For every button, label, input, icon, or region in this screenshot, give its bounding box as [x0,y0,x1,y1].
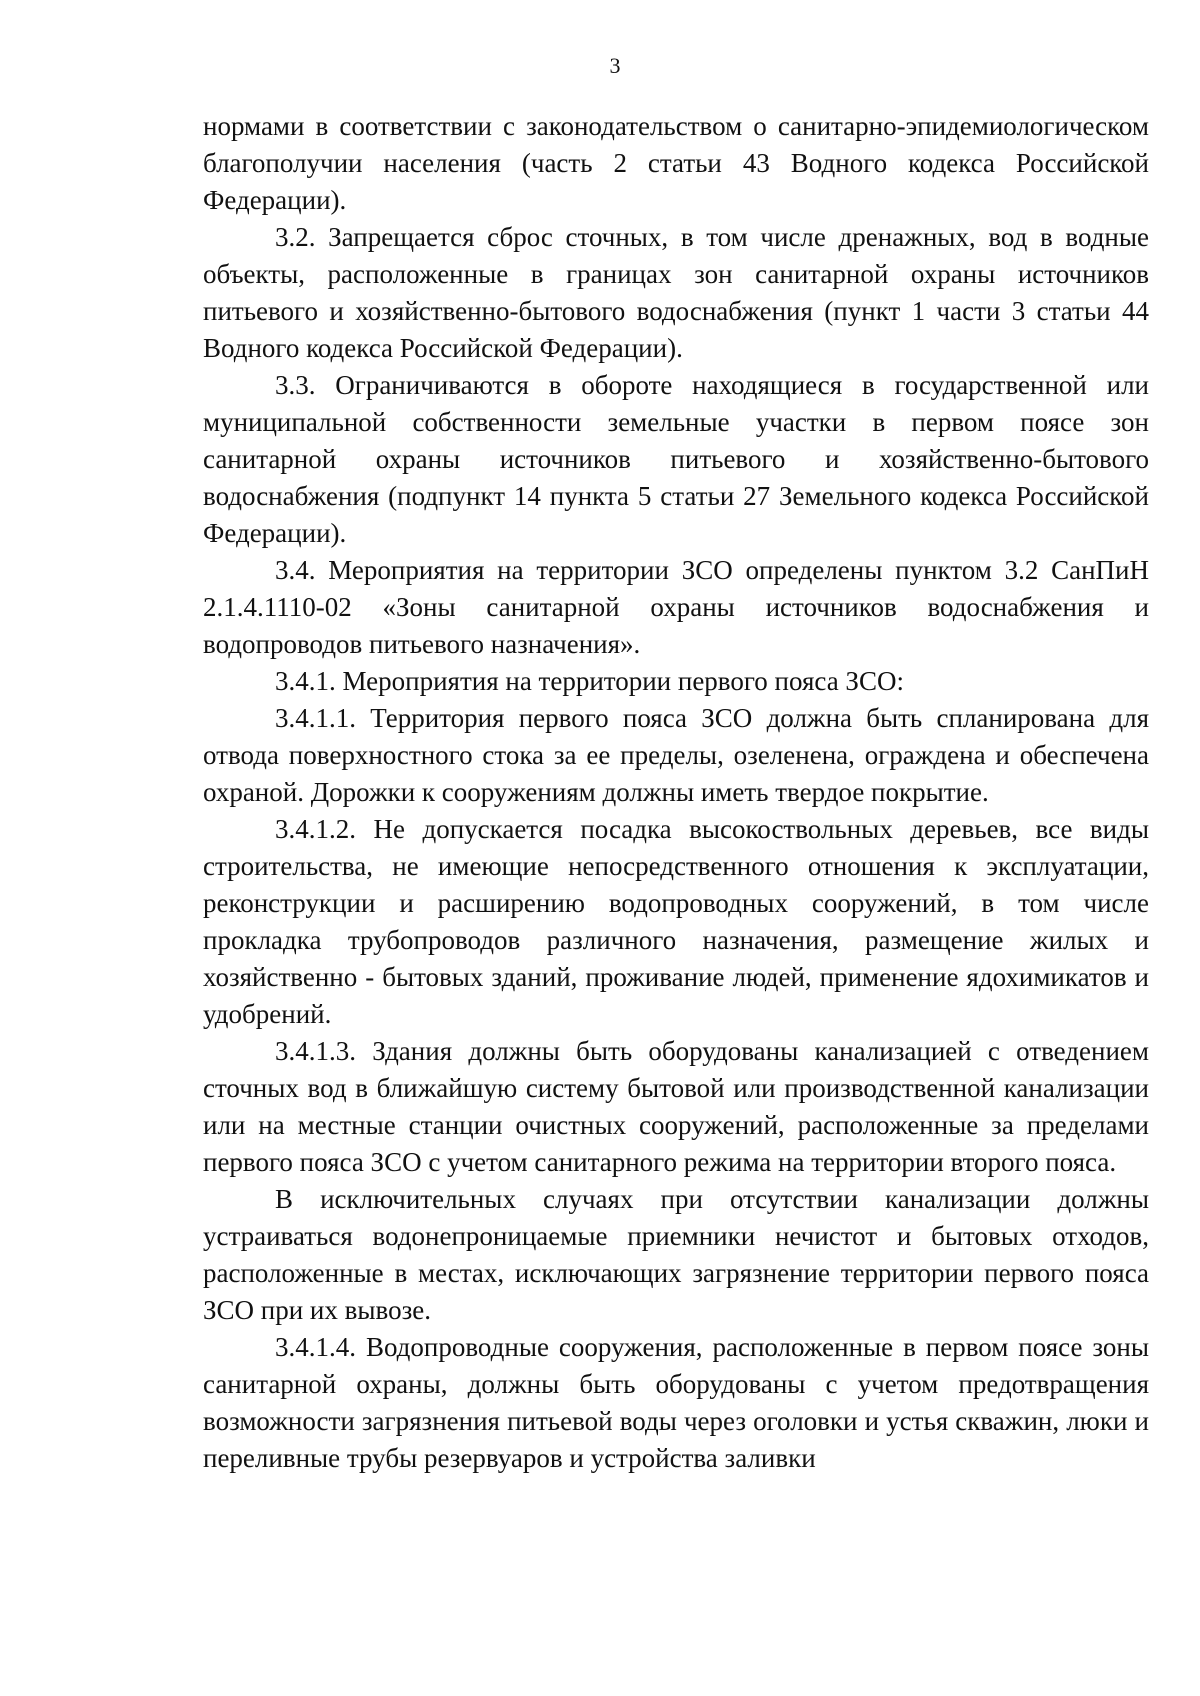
paragraph-3-4-1-1: 3.4.1.1. Территория первого пояса ЗСО должна быть спланирована для отвода поверхностного стока за ее пределы, озеленена, ограждена и обеспечена охраной. Дорожки к сооружениям должны иметь твердое покрытие. [203,703,1149,807]
document-body [203,108,1149,1477]
paragraph-3-4-1-3: 3.4.1.3. Здания должны быть оборудованы канализацией с отведением сточных вод в ближайшую систему бытовой или производственной канализации или на местные станции очистных сооружений, расположенные за пределами первого пояса ЗСО с учетом санитарного режима на территории второго пояса. [203,1036,1149,1177]
paragraph-3-4: 3.4. Мероприятия на территории ЗСО определены пунктом 3.2 СанПиН 2.1.4.1110-02 «Зоны санитарной охраны источников водоснабжения и водопроводов питьевого назначения». [203,555,1149,659]
page-number: 3 [609,53,621,78]
paragraph-3-3: 3.3. Ограничиваются в обороте находящиеся в государственной или муниципальной собственности земельные участки в первом поясе зон санитарной охраны источников питьевого и хозяйственно-бытового водоснабжения (подпункт 14 пункта 5 статьи 27 Земельного кодекса Российской Федерации). [203,370,1149,548]
paragraph-3-4-1-2: 3.4.1.2. Не допускается посадка высокоствольных деревьев, все виды строительства, не имеющие непосредственного отношения к эксплуатации, реконструкции и расширению водопроводных сооружений, в том числе прокладка трубопроводов различного назначения, размещение жилых и хозяйственно - бытовых зданий, проживание людей, применение ядохимикатов и удобрений. [203,814,1149,1029]
paragraph-3-4-1: 3.4.1. Мероприятия на территории первого пояса ЗСО: [275,666,904,696]
paragraph-3-2: 3.2. Запрещается сброс сточных, в том числе дренажных, вод в водные объекты, расположенные в границах зон санитарной охраны источников питьевого и хозяйственно-бытового водоснабжения (пункт 1 части 3 статьи 44 Водного кодекса Российской Федерации). [203,222,1149,363]
paragraph-continuation: нормами в соответствии с законодательством о санитарно-эпидемиологическом благополучии населения (часть 2 статьи 43 Водного кодекса Российской Федерации). [203,111,1149,215]
paragraph-exceptional-cases: В исключительных случаях при отсутствии канализации должны устраиваться водонепроницаемые приемники нечистот и бытовых отходов, расположенные в местах, исключающих загрязнение территории первого пояса ЗСО при их вывозе. [203,1184,1149,1325]
paragraph-3-4-1-4: 3.4.1.4. Водопроводные сооружения, расположенные в первом поясе зоны санитарной охраны, должны быть оборудованы с учетом предотвращения возможности загрязнения питьевой воды через оголовки и устья скважин, люки и переливные трубы резервуаров и устройства заливки [203,1332,1149,1473]
